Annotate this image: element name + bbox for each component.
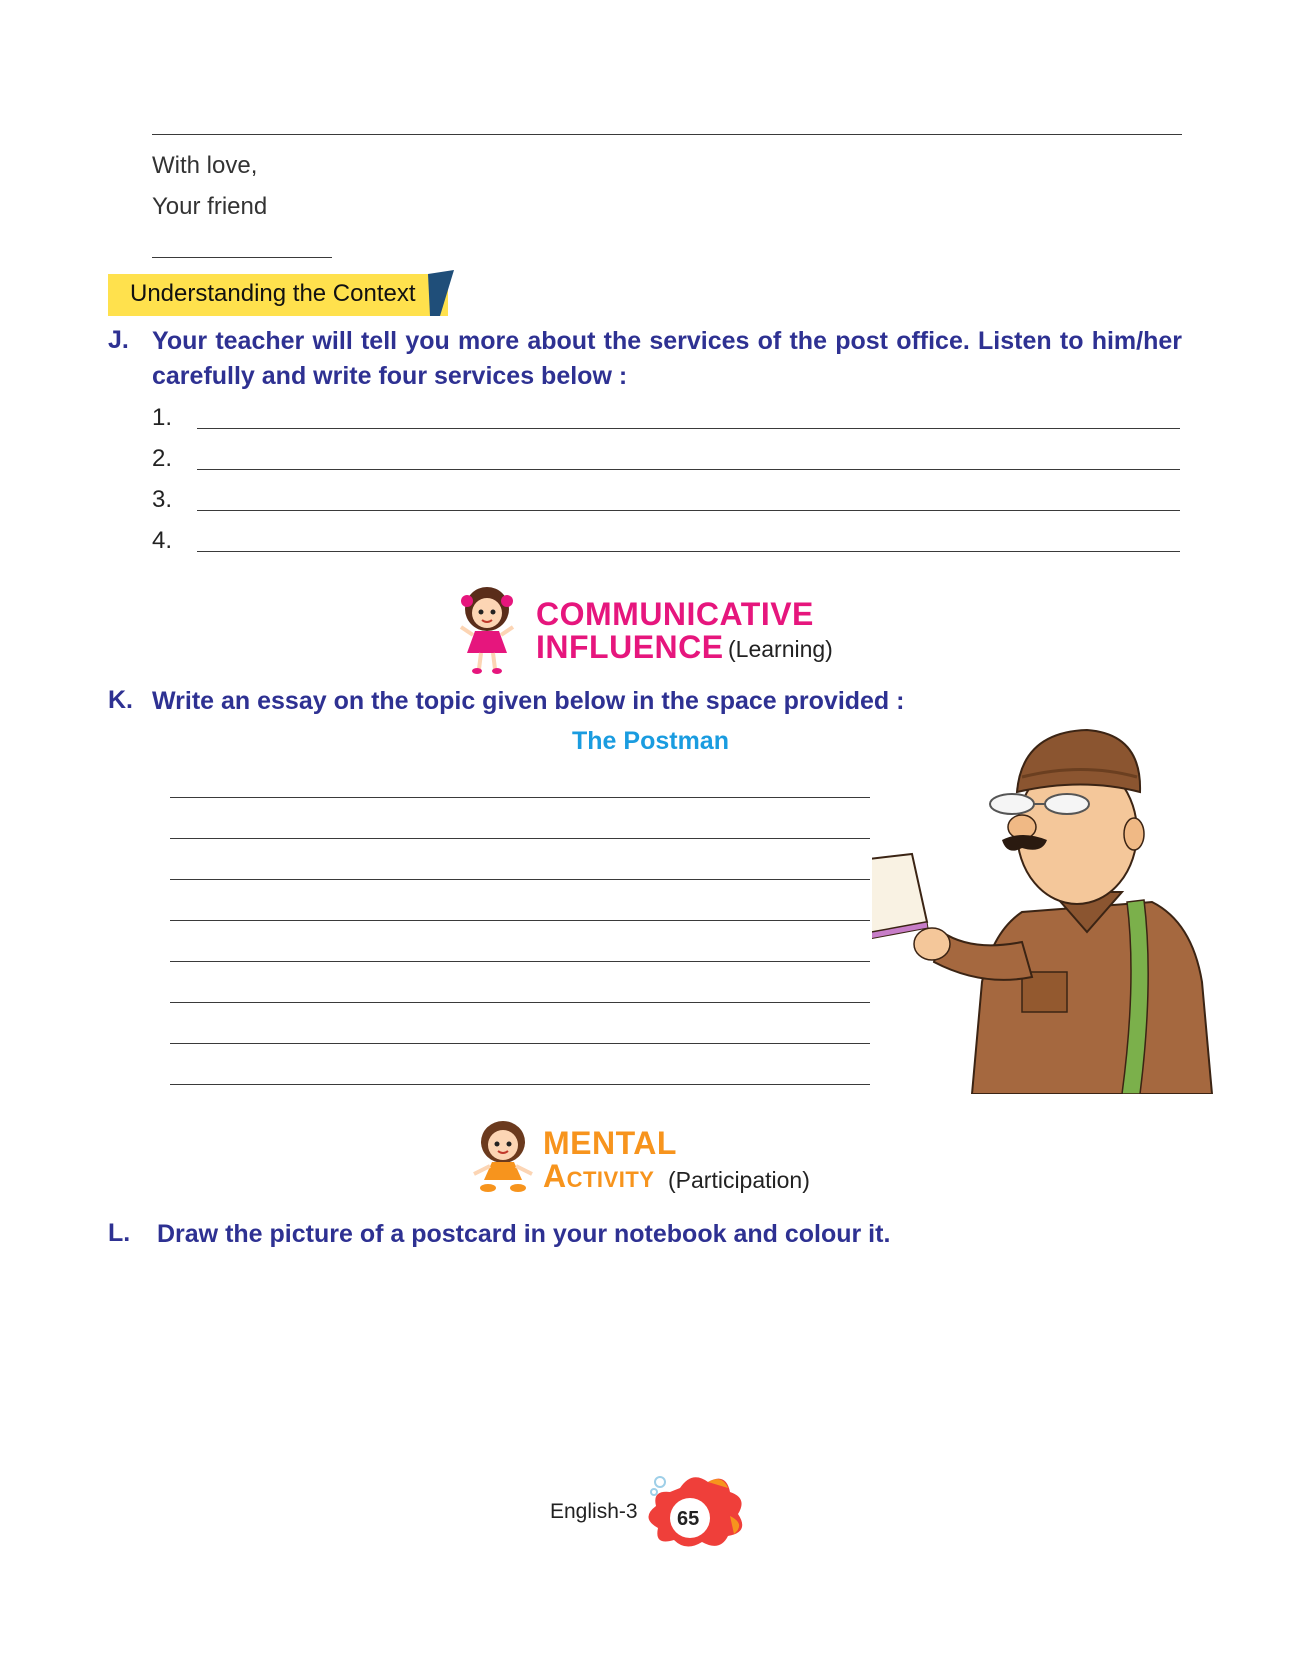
essay-line[interactable] — [170, 1002, 870, 1003]
letter-signoff: Your friend — [152, 193, 268, 220]
answer-line-2[interactable] — [197, 469, 1180, 470]
answer-number-1: 1. — [152, 404, 173, 431]
letter-closing: With love, — [152, 152, 258, 179]
question-k-text: Write an essay on the topic given below in the space provided : — [152, 687, 905, 715]
answer-number-2: 2. — [152, 445, 173, 472]
mental-heading-line1: MENTAL — [543, 1125, 677, 1161]
postman-illustration — [872, 722, 1218, 1094]
essay-line[interactable] — [170, 1084, 870, 1085]
question-j-text: Your teacher will tell you more about the services of the post office. Listen to him/her carefully and write four services below : — [152, 327, 1182, 390]
answer-number-4: 4. — [152, 527, 173, 554]
girl-mascot-icon — [468, 1118, 538, 1194]
book-title: English-3 — [550, 1500, 638, 1523]
banner-label: Understanding the Context — [130, 280, 416, 307]
essay-line[interactable] — [170, 838, 870, 839]
answer-line-3[interactable] — [197, 510, 1180, 511]
question-j-letter: J. — [108, 326, 129, 354]
mental-heading-line2: Activity — [543, 1158, 655, 1194]
signature-line — [152, 257, 332, 258]
question-k-letter: K. — [108, 686, 133, 714]
girl-mascot-icon — [455, 583, 519, 675]
essay-line[interactable] — [170, 920, 870, 921]
essay-line[interactable] — [170, 1043, 870, 1044]
essay-line[interactable] — [170, 961, 870, 962]
answer-number-3: 3. — [152, 486, 173, 513]
essay-topic: The Postman — [572, 727, 729, 755]
essay-line[interactable] — [170, 879, 870, 880]
communicative-heading-line2: INFLUENCE — [536, 629, 724, 665]
question-l-text: Draw the picture of a postcard in your notebook and colour it. — [157, 1220, 891, 1248]
banner-flag-icon — [428, 270, 456, 318]
answer-line-4[interactable] — [197, 551, 1180, 552]
mental-tag: (Participation) — [668, 1167, 810, 1193]
communicative-tag: (Learning) — [728, 636, 833, 662]
answer-line-1[interactable] — [197, 428, 1180, 429]
essay-line[interactable] — [170, 797, 870, 798]
question-l-letter: L. — [108, 1219, 131, 1247]
page-number: 65 — [677, 1508, 700, 1530]
communicative-heading-line1: COMMUNICATIVE — [536, 596, 814, 632]
letter-writing-line — [152, 134, 1182, 135]
